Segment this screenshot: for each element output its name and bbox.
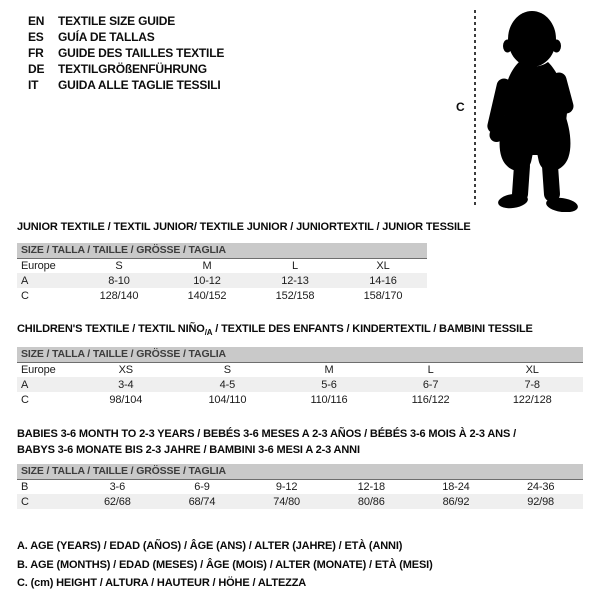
table-cell: 122/128	[512, 393, 552, 406]
babies-heading-line-2: BABYS 3-6 MONATE BIS 2-3 JAHRE / BAMBINI 3-6 MESI A 2-3 ANNI	[17, 444, 360, 456]
row-label: B	[21, 480, 29, 493]
children-size-table	[17, 347, 583, 407]
language-code: IT	[28, 78, 39, 92]
row-label: C	[21, 495, 29, 508]
table-cell: 5-6	[321, 378, 337, 391]
size-table-header-row	[17, 464, 583, 479]
table-cell: 8-10	[108, 274, 130, 287]
junior-section-heading: JUNIOR TEXTILE / TEXTIL JUNIOR/ TEXTILE JUNIOR / JUNIORTEXTIL / JUNIOR TESSILE	[17, 221, 471, 233]
language-code: DE	[28, 62, 45, 76]
table-row	[17, 479, 583, 494]
language-title: TEXTILGRÖßENFÜHRUNG	[58, 62, 207, 76]
row-label: C	[21, 393, 29, 406]
language-row	[28, 45, 224, 61]
table-cell: 98/104	[109, 393, 143, 406]
language-row	[28, 77, 224, 93]
table-cell: 10-12	[193, 274, 221, 287]
table-cell: 6-9	[194, 480, 210, 493]
language-title: GUIDE DES TAILLES TEXTILE	[58, 46, 225, 60]
table-row	[17, 288, 427, 303]
table-cell: 12-18	[357, 480, 385, 493]
table-cell: XL	[376, 259, 390, 272]
table-row	[17, 392, 583, 407]
table-cell: 3-6	[109, 480, 126, 493]
table-cell: 3-4	[118, 378, 134, 391]
table-cell: 158/170	[363, 289, 403, 302]
language-code: FR	[28, 46, 44, 60]
table-cell: 18-24	[442, 480, 470, 493]
babies-heading-line-1: BABIES 3-6 MONTH TO 2-3 YEARS / BEBÉS 3-6 MESES A 2-3 AÑOS / BÉBÉS 3-6 MOIS À 2-3 ANS /	[17, 428, 516, 440]
language-row	[28, 61, 224, 77]
table-cell: L	[292, 259, 298, 272]
language-title: TEXTILE SIZE GUIDE	[58, 14, 176, 28]
table-cell: 62/68	[103, 495, 131, 508]
table-row	[17, 494, 583, 509]
language-title: GUÍA DE TALLAS	[58, 30, 155, 44]
size-table-header: SIZE / TALLA / TAILLE / GRÖSSE / TAGLIA	[17, 347, 583, 362]
row-label: Europe	[21, 259, 56, 272]
table-cell: M	[202, 259, 212, 272]
note-height-cm: C. (cm) HEIGHT / ALTURA / HAUTEUR / HÖHE / ALTEZZA	[17, 577, 307, 589]
table-cell: 12-13	[281, 274, 309, 287]
table-cell: M	[324, 363, 334, 376]
table-cell: 14-16	[369, 274, 397, 287]
table-cell: 6-7	[422, 378, 439, 391]
note-age-months: B. AGE (MONTHS) / EDAD (MESES) / ÂGE (MOIS) / ALTER (MONATE) / ETÀ (MESI)	[17, 558, 433, 571]
table-cell: XL	[525, 363, 539, 376]
table-cell: 80/86	[357, 495, 385, 508]
table-row	[17, 258, 427, 273]
height-label: C	[456, 100, 465, 114]
table-cell: L	[427, 363, 434, 376]
table-row	[17, 377, 583, 392]
row-label: C	[21, 289, 29, 302]
table-cell: 140/152	[187, 289, 227, 302]
table-row	[17, 273, 427, 288]
size-table-header-row	[17, 243, 427, 258]
table-cell: 74/80	[273, 495, 301, 508]
table-cell: 68/74	[188, 495, 216, 508]
babies-section-heading	[17, 426, 516, 458]
language-title-list	[28, 13, 224, 93]
children-heading-subscript: /A	[204, 328, 213, 338]
language-title: GUIDA ALLE TAGLIE TESSILI	[58, 78, 221, 92]
table-cell: 9-12	[275, 480, 298, 493]
row-label: A	[21, 378, 29, 391]
children-heading-text-2: / TEXTILE DES ENFANTS / KINDERTEXTIL / BAMBINI TESSILE	[212, 323, 533, 335]
table-cell: 7-8	[524, 378, 540, 391]
height-dotted-line	[474, 10, 476, 208]
language-row	[28, 13, 224, 29]
row-label: A	[21, 274, 29, 287]
table-cell: 86/92	[442, 495, 470, 508]
table-cell: 128/140	[99, 289, 139, 302]
size-table-header-row	[17, 347, 583, 362]
table-row	[17, 362, 583, 377]
table-cell: XS	[118, 363, 133, 376]
children-section-heading	[17, 321, 533, 341]
size-table-header: SIZE / TALLA / TAILLE / GRÖSSE / TAGLIA	[17, 464, 583, 479]
table-cell: 116/122	[411, 393, 450, 406]
table-cell: 4-5	[219, 378, 236, 391]
note-age-years: A. AGE (YEARS) / EDAD (AÑOS) / ÂGE (ANS) / ALTER (JAHRE) / ETÀ (ANNI)	[17, 540, 403, 552]
table-cell: S	[115, 259, 123, 272]
baby-silhouette-icon	[486, 6, 590, 212]
table-cell: S	[223, 363, 231, 376]
children-heading-text: CHILDREN'S TEXTILE / TEXTIL NIÑO	[17, 323, 205, 335]
language-row	[28, 29, 224, 45]
row-label: Europe	[21, 363, 56, 376]
table-cell: 110/116	[310, 393, 348, 406]
legend-notes	[17, 537, 433, 593]
language-code: EN	[28, 14, 45, 28]
table-cell: 92/98	[527, 495, 555, 508]
junior-size-table	[17, 243, 427, 303]
table-cell: 104/110	[208, 393, 247, 406]
language-code: ES	[28, 30, 44, 44]
table-cell: 152/158	[275, 289, 315, 302]
babies-size-table	[17, 464, 583, 509]
size-table-header: SIZE / TALLA / TAILLE / GRÖSSE / TAGLIA	[17, 243, 427, 258]
table-cell: 24-36	[526, 480, 555, 493]
